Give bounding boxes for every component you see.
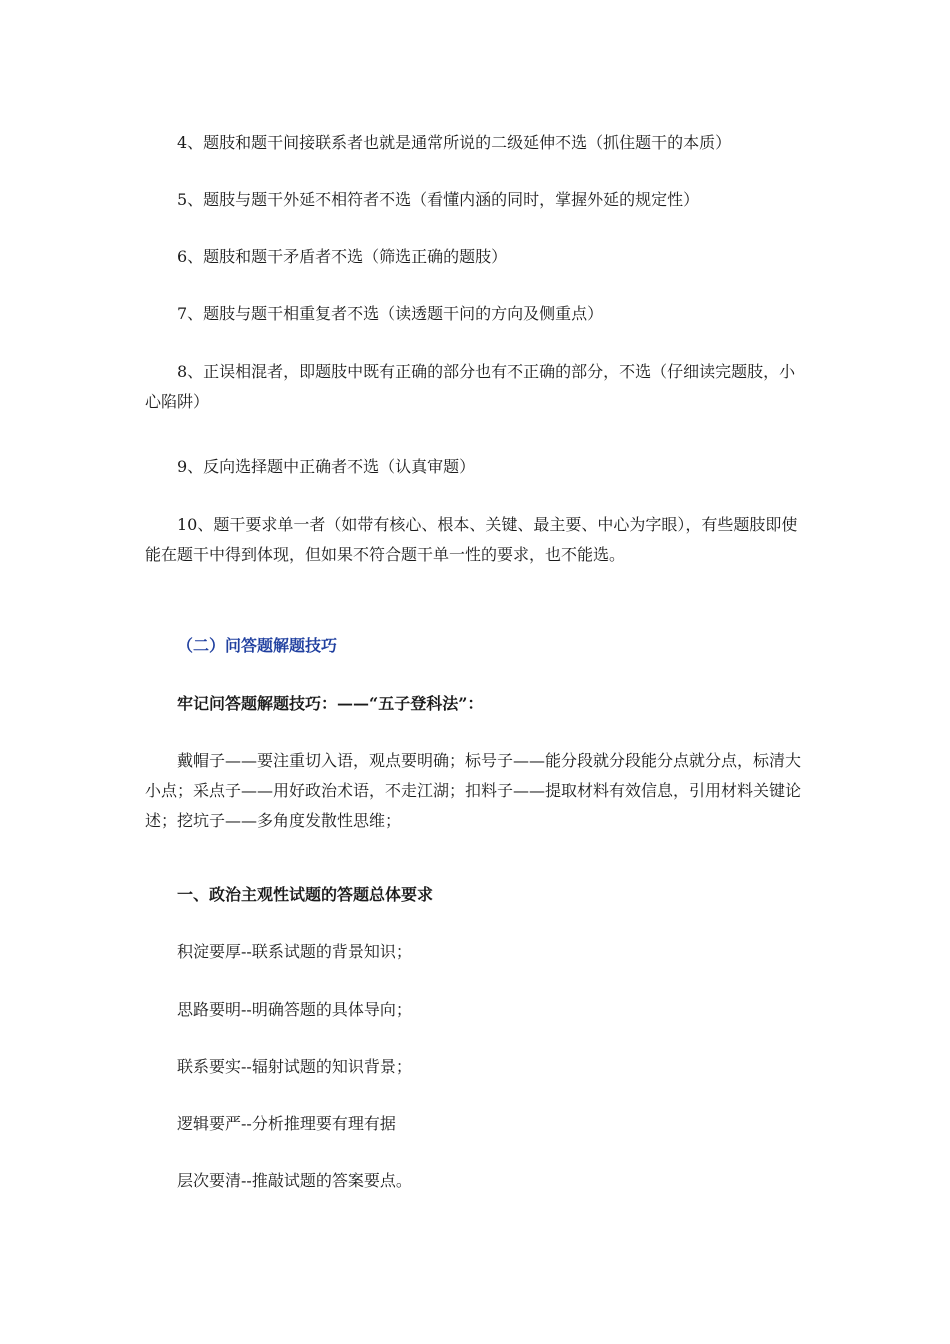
requirement-item: 联系要实--辐射试题的知识背景；	[177, 1057, 412, 1076]
five-methods-subtitle: 牢记问答题解题技巧：——“五子登科法”：	[177, 694, 484, 713]
section-heading-requirements: 一、政治主观性试题的答题总体要求	[177, 885, 434, 904]
requirement-item: 层次要清--推敲试题的答案要点。	[177, 1171, 412, 1190]
rule-8: 8、正误相混者，即题肢中既有正确的部分也有不正确的部分，不选（仔细读完题肢，小心陷阱）	[145, 362, 796, 411]
five-methods-body: 戴帽子——要注重切入语，观点要明确；标号子——能分段就分段能分点就分点，标清大小点；采点子——用好政治术语，不走江湖；扣料子——提取材料有效信息，引用材料关键论述；挖坑子——多角度发散性思维；	[145, 751, 802, 830]
section-heading-essay-skills: （二）问答题解题技巧	[177, 636, 338, 655]
rule-9: 9、反向选择题中正确者不选（认真审题）	[177, 457, 476, 476]
rule-6: 6、题肢和题干矛盾者不选（筛选正确的题肢）	[177, 247, 508, 266]
rule-7: 7、题肢与题干相重复者不选（读透题干问的方向及侧重点）	[177, 304, 604, 323]
requirement-item: 思路要明--明确答题的具体导向；	[177, 1000, 412, 1019]
rule-10: 10、题干要求单一者（如带有核心、根本、关键、最主要、中心为字眼），有些题肢即使能在题干中得到体现，但如果不符合题干单一性的要求，也不能选。	[145, 515, 798, 564]
requirement-item: 积淀要厚--联系试题的背景知识；	[177, 942, 412, 961]
rule-4: 4、题肢和题干间接联系者也就是通常所说的二级延伸不选（抓住题干的本质）	[177, 133, 732, 152]
requirement-item: 逻辑要严--分析推理要有理有据	[177, 1114, 396, 1133]
rule-5: 5、题肢与题干外延不相符者不选（看懂内涵的同时，掌握外延的规定性）	[177, 190, 700, 209]
